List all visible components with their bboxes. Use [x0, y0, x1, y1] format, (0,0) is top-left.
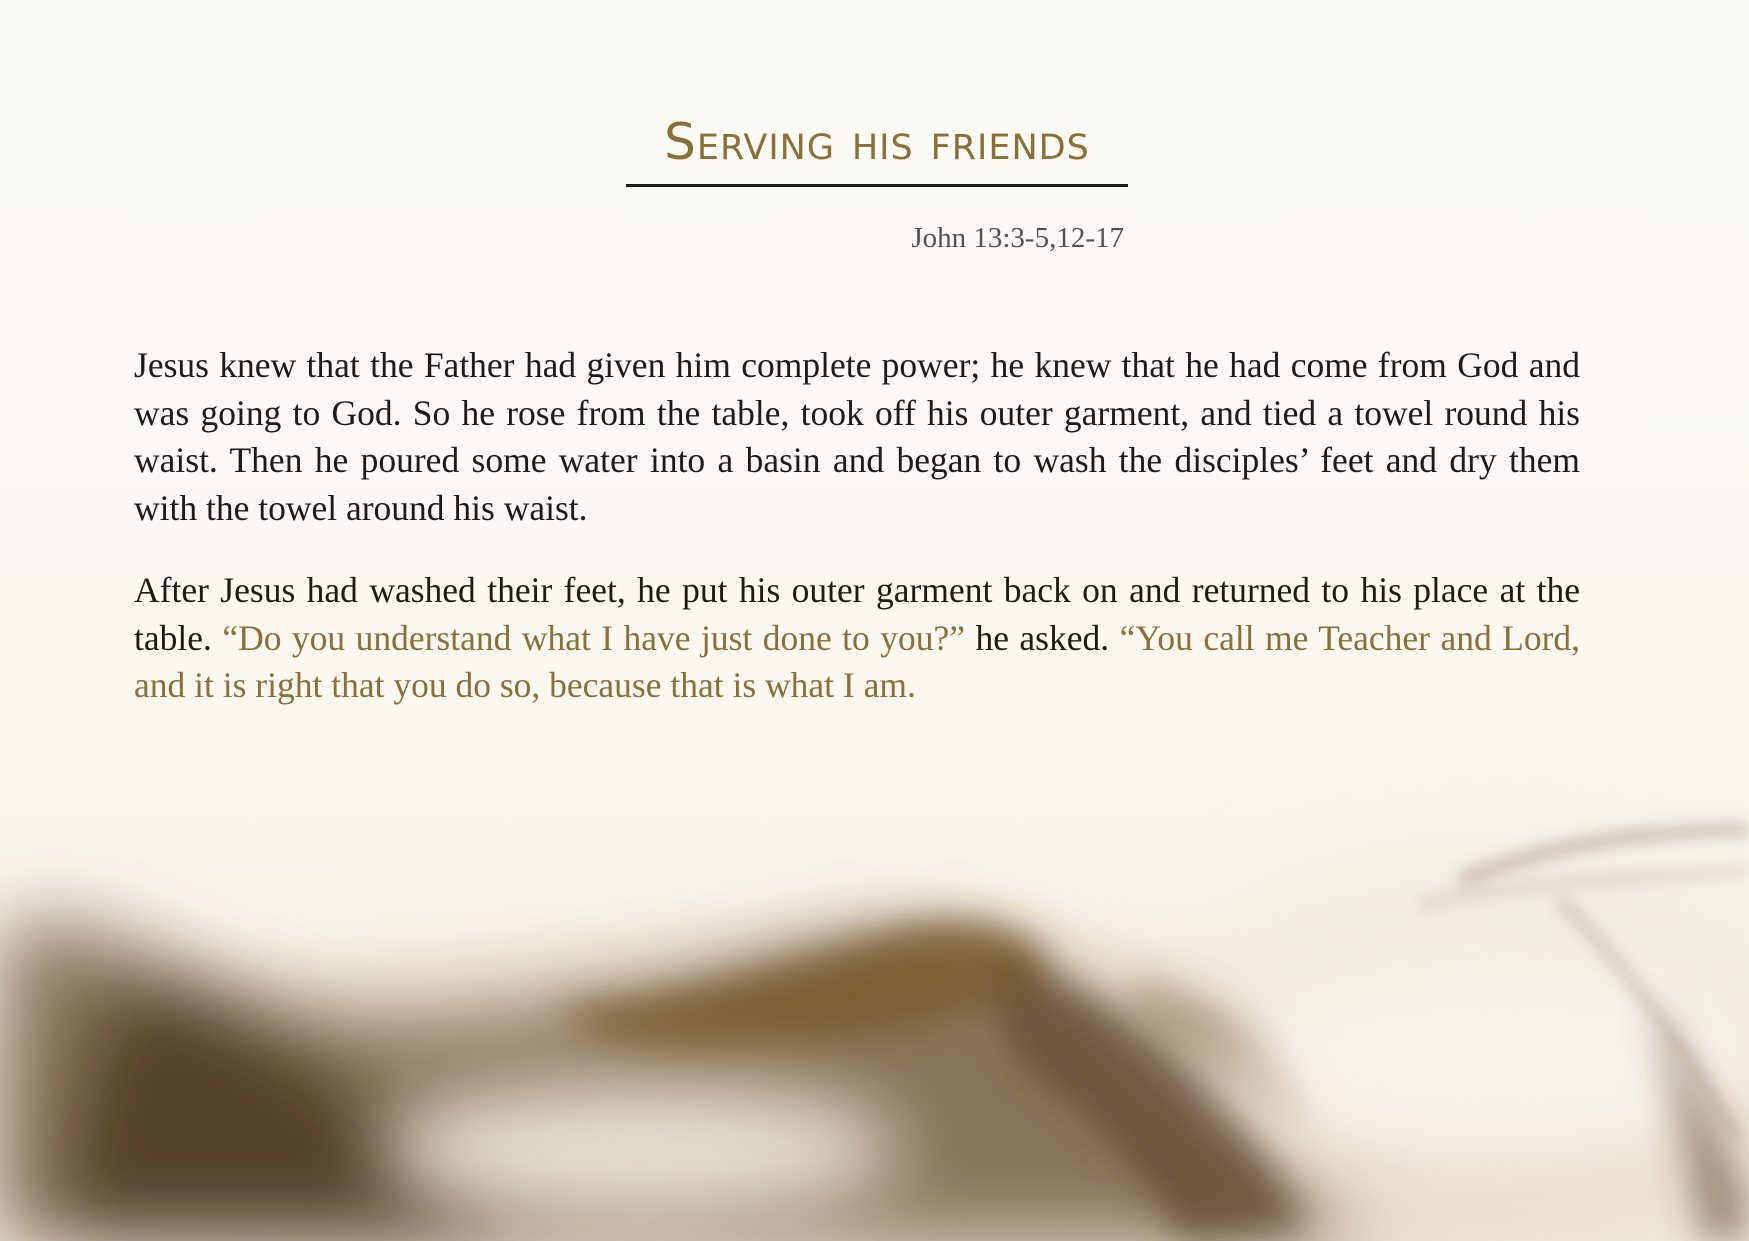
paragraph-1: Jesus knew that the Father had given him complete power; he knew that he had come from God and was going to God. So he rose from the table, took off his outer garment, and tied a towel round his waist. Then he poured some water into a basin and began to wash the disciples’ feet and dry them with the towel around his waist.: [134, 345, 1580, 528]
paragraph-2: [134, 567, 1580, 710]
page-title: Serving his friends: [664, 113, 1090, 171]
passage-text: [134, 342, 1580, 710]
title-block: [626, 112, 1128, 187]
paragraph-2-lead: After Jesus had washed their feet, he put his outer garment back on and returned to his place at the table.: [134, 570, 1580, 658]
title-underline: [626, 184, 1128, 187]
speech-tag: he asked.: [975, 617, 1110, 658]
jesus-quote-2: “You call me Teacher and Lord, and it is right that you do so, because that is what I am.: [134, 617, 1581, 705]
scripture-reference: John 13:3-5,12-17: [911, 222, 1124, 254]
jesus-quote-1: “Do you understand what I have just done to you?”: [222, 617, 965, 658]
